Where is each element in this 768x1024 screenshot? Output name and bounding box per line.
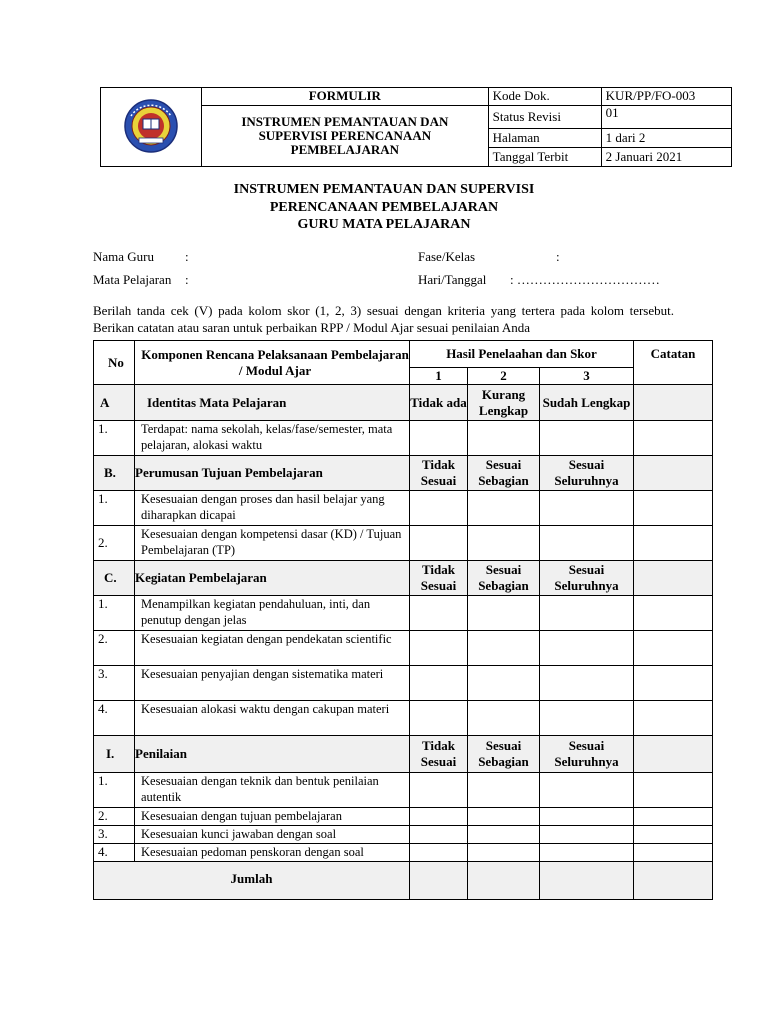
score-cell-1[interactable] — [410, 491, 468, 526]
item-text: Kesesuaian dengan proses dan hasil belajar yang diharapkan dicapai — [135, 491, 410, 526]
fase-kelas-label: Fase/Kelas — [418, 249, 476, 264]
section-row-b — [94, 456, 713, 491]
score-cell-2[interactable] — [468, 631, 540, 666]
item-no: 2. — [94, 808, 135, 826]
score-cell-1[interactable] — [410, 596, 468, 631]
table-row — [94, 596, 713, 631]
item-text: Kesesuaian alokasi waktu dengan cakupan materi — [135, 701, 410, 736]
scale-label: Sesuai Seluruhnya — [540, 736, 634, 773]
table-row — [94, 701, 713, 736]
mata-pelajaran-label: Mata Pelajaran — [93, 272, 172, 287]
score-cell-3[interactable] — [540, 701, 634, 736]
table-header-row — [94, 341, 713, 368]
mata-pelajaran-colon: : — [185, 272, 189, 287]
total-cell-2[interactable] — [468, 862, 540, 900]
item-no: 1. — [94, 773, 135, 808]
score-cell-3[interactable] — [540, 773, 634, 808]
section-row-a — [94, 385, 713, 421]
score-cell-2[interactable] — [468, 826, 540, 844]
catatan-cell[interactable] — [634, 596, 713, 631]
section-row-i — [94, 736, 713, 773]
item-no: 1. — [94, 421, 135, 456]
nama-guru-label: Nama Guru — [93, 249, 155, 264]
score-cell-3[interactable] — [540, 491, 634, 526]
score-cell-3[interactable] — [540, 826, 634, 844]
table-row — [94, 844, 713, 862]
item-text: Kesesuaian dengan kompetensi dasar (KD) / Tujuan Pembelajaran (TP) — [135, 526, 410, 561]
score-cell-3[interactable] — [540, 596, 634, 631]
section-row-c — [94, 561, 713, 596]
page-title-line-2: PERENCANAAN PEMBELAJARAN — [269, 200, 499, 215]
col-komponen-header: Komponen Rencana Pelaksanaan Pembelajaran / Modul Ajar — [135, 341, 410, 385]
scale-label: Sesuai Seluruhnya — [540, 456, 634, 491]
col-catatan-header: Catatan — [634, 341, 713, 385]
item-text: Kesesuaian penyajian dengan sistematika materi — [135, 666, 410, 701]
item-text: Menampilkan kegiatan pendahuluan, inti, dan penutup dengan jelas — [135, 596, 410, 631]
score-cell-2[interactable] — [468, 666, 540, 701]
total-row — [94, 862, 713, 900]
table-row — [94, 666, 713, 701]
score-cell-2[interactable] — [468, 526, 540, 561]
page-title-line-1: INSTRUMEN PEMANTAUAN DAN SUPERVISI — [233, 182, 535, 197]
score-header: 3 — [540, 368, 634, 385]
col-hasil-header: Hasil Penelaahan dan Skor — [410, 341, 634, 368]
meta-key: Kode Dok. — [488, 88, 601, 106]
item-no: 1. — [94, 596, 135, 631]
section-title: Kegiatan Pembelajaran — [135, 561, 410, 596]
fase-kelas-colon: : — [556, 249, 560, 264]
item-no: 2. — [94, 526, 135, 561]
score-cell-1[interactable] — [410, 421, 468, 456]
item-text: Kesesuaian dengan teknik dan bentuk penilaian autentik — [135, 773, 410, 808]
document-header-table — [100, 87, 732, 167]
score-cell-3[interactable] — [540, 421, 634, 456]
score-cell-2[interactable] — [468, 701, 540, 736]
catatan-cell[interactable] — [634, 385, 713, 421]
meta-value: 2 Januari 2021 — [601, 148, 731, 167]
catatan-cell[interactable] — [634, 456, 713, 491]
scale-label: Sesuai Sebagian — [468, 736, 540, 773]
scale-label: Tidak Sesuai — [410, 456, 468, 491]
catatan-cell[interactable] — [634, 808, 713, 826]
score-cell-3[interactable] — [540, 526, 634, 561]
item-no: 3. — [94, 826, 135, 844]
score-cell-2[interactable] — [468, 808, 540, 826]
score-header: 1 — [410, 368, 468, 385]
section-title: Penilaian — [135, 736, 410, 773]
section-code: C. — [94, 561, 135, 596]
table-row — [94, 808, 713, 826]
score-cell-1[interactable] — [410, 526, 468, 561]
document-title-line: SUPERVISI PERENCANAAN — [258, 127, 432, 143]
score-cell-3[interactable] — [540, 844, 634, 862]
score-cell-2[interactable] — [468, 491, 540, 526]
score-cell-1[interactable] — [410, 808, 468, 826]
catatan-cell[interactable] — [634, 701, 713, 736]
item-text: Terdapat: nama sekolah, kelas/fase/semester, mata pelajaran, alokasi waktu — [135, 421, 410, 456]
catatan-cell[interactable] — [634, 844, 713, 862]
table-row — [94, 631, 713, 666]
score-cell-2[interactable] — [468, 844, 540, 862]
document-title — [202, 105, 489, 166]
meta-key: Halaman — [488, 129, 601, 148]
item-text: Kesesuaian kunci jawaban dengan soal — [135, 826, 410, 844]
table-row — [94, 826, 713, 844]
catatan-cell[interactable] — [634, 826, 713, 844]
item-text: Kesesuaian kegiatan dengan pendekatan scientific — [135, 631, 410, 666]
score-cell-1[interactable] — [410, 631, 468, 666]
hari-tanggal-dots: : …………………………… — [510, 272, 660, 287]
score-cell-3[interactable] — [540, 808, 634, 826]
total-label: Jumlah — [94, 862, 410, 900]
catatan-cell[interactable] — [634, 736, 713, 773]
item-no: 1. — [94, 491, 135, 526]
scale-label: Sesuai Seluruhnya — [540, 561, 634, 596]
catatan-cell[interactable] — [634, 862, 713, 900]
item-no: 3. — [94, 666, 135, 701]
total-cell-1[interactable] — [410, 862, 468, 900]
table-row — [94, 773, 713, 808]
total-cell-3[interactable] — [540, 862, 634, 900]
score-cell-1[interactable] — [410, 844, 468, 862]
item-text: Kesesuaian pedoman penskoran dengan soal — [135, 844, 410, 862]
catatan-cell[interactable] — [634, 421, 713, 456]
table-row — [94, 491, 713, 526]
document-title-line: INSTRUMEN PEMANTAUAN DAN — [241, 113, 449, 129]
item-no: 4. — [94, 844, 135, 862]
catatan-cell[interactable] — [634, 491, 713, 526]
catatan-cell[interactable] — [634, 631, 713, 666]
section-code: I. — [94, 736, 135, 773]
hari-tanggal-label: Hari/Tanggal — [418, 272, 487, 287]
score-cell-3[interactable] — [540, 631, 634, 666]
score-cell-1[interactable] — [410, 826, 468, 844]
instruction-paragraph: Berilah tanda cek (V) pada kolom skor (1, 2, 3) sesuai dengan kriteria yang tertera pada kolom tersebut. Berikan catatan atau saran untuk perbaikan RPP / Modul Ajar sesuai penilaian Anda — [93, 303, 674, 335]
scale-label: Tidak Sesuai — [410, 736, 468, 773]
document-title-line: PEMBELAJARAN — [290, 141, 399, 157]
score-cell-2[interactable] — [468, 421, 540, 456]
scale-label: Sesuai Sebagian — [468, 561, 540, 596]
meta-value: KUR/PP/FO-003 — [601, 88, 731, 106]
form-label: FORMULIR — [202, 88, 489, 106]
catatan-cell[interactable] — [634, 526, 713, 561]
page-title-line-3: GURU MATA PELAJARAN — [297, 217, 471, 232]
table-row — [94, 526, 713, 561]
school-emblem-icon — [121, 98, 181, 154]
item-no: 4. — [94, 701, 135, 736]
score-cell-2[interactable] — [468, 596, 540, 631]
score-cell-1[interactable] — [410, 666, 468, 701]
score-cell-3[interactable] — [540, 666, 634, 701]
item-text: Kesesuaian dengan tujuan pembelajaran — [135, 808, 410, 826]
scale-label: Sesuai Sebagian — [468, 456, 540, 491]
catatan-cell[interactable] — [634, 561, 713, 596]
scale-label: Tidak Sesuai — [410, 561, 468, 596]
catatan-cell[interactable] — [634, 666, 713, 701]
meta-key: Tanggal Terbit — [488, 148, 601, 167]
scale-label: Sudah Lengkap — [540, 385, 634, 421]
evaluation-table — [93, 340, 713, 900]
meta-key: Status Revisi — [488, 105, 601, 128]
meta-value: 1 dari 2 — [601, 129, 731, 148]
section-title: Perumusan Tujuan Pembelajaran — [135, 456, 410, 491]
section-code: A — [94, 385, 135, 421]
score-cell-1[interactable] — [410, 701, 468, 736]
section-title: Identitas Mata Pelajaran — [135, 385, 410, 421]
logo-cell — [101, 88, 202, 167]
section-code: B. — [94, 456, 135, 491]
catatan-cell[interactable] — [634, 773, 713, 808]
score-cell-1[interactable] — [410, 773, 468, 808]
scale-label: Kurang Lengkap — [468, 385, 540, 421]
meta-value: 01 — [601, 105, 731, 128]
scale-label: Tidak ada — [410, 385, 468, 421]
item-no: 2. — [94, 631, 135, 666]
col-no-header: No — [94, 341, 135, 385]
table-row — [94, 421, 713, 456]
nama-guru-colon: : — [185, 249, 189, 264]
score-header: 2 — [468, 368, 540, 385]
score-cell-2[interactable] — [468, 773, 540, 808]
